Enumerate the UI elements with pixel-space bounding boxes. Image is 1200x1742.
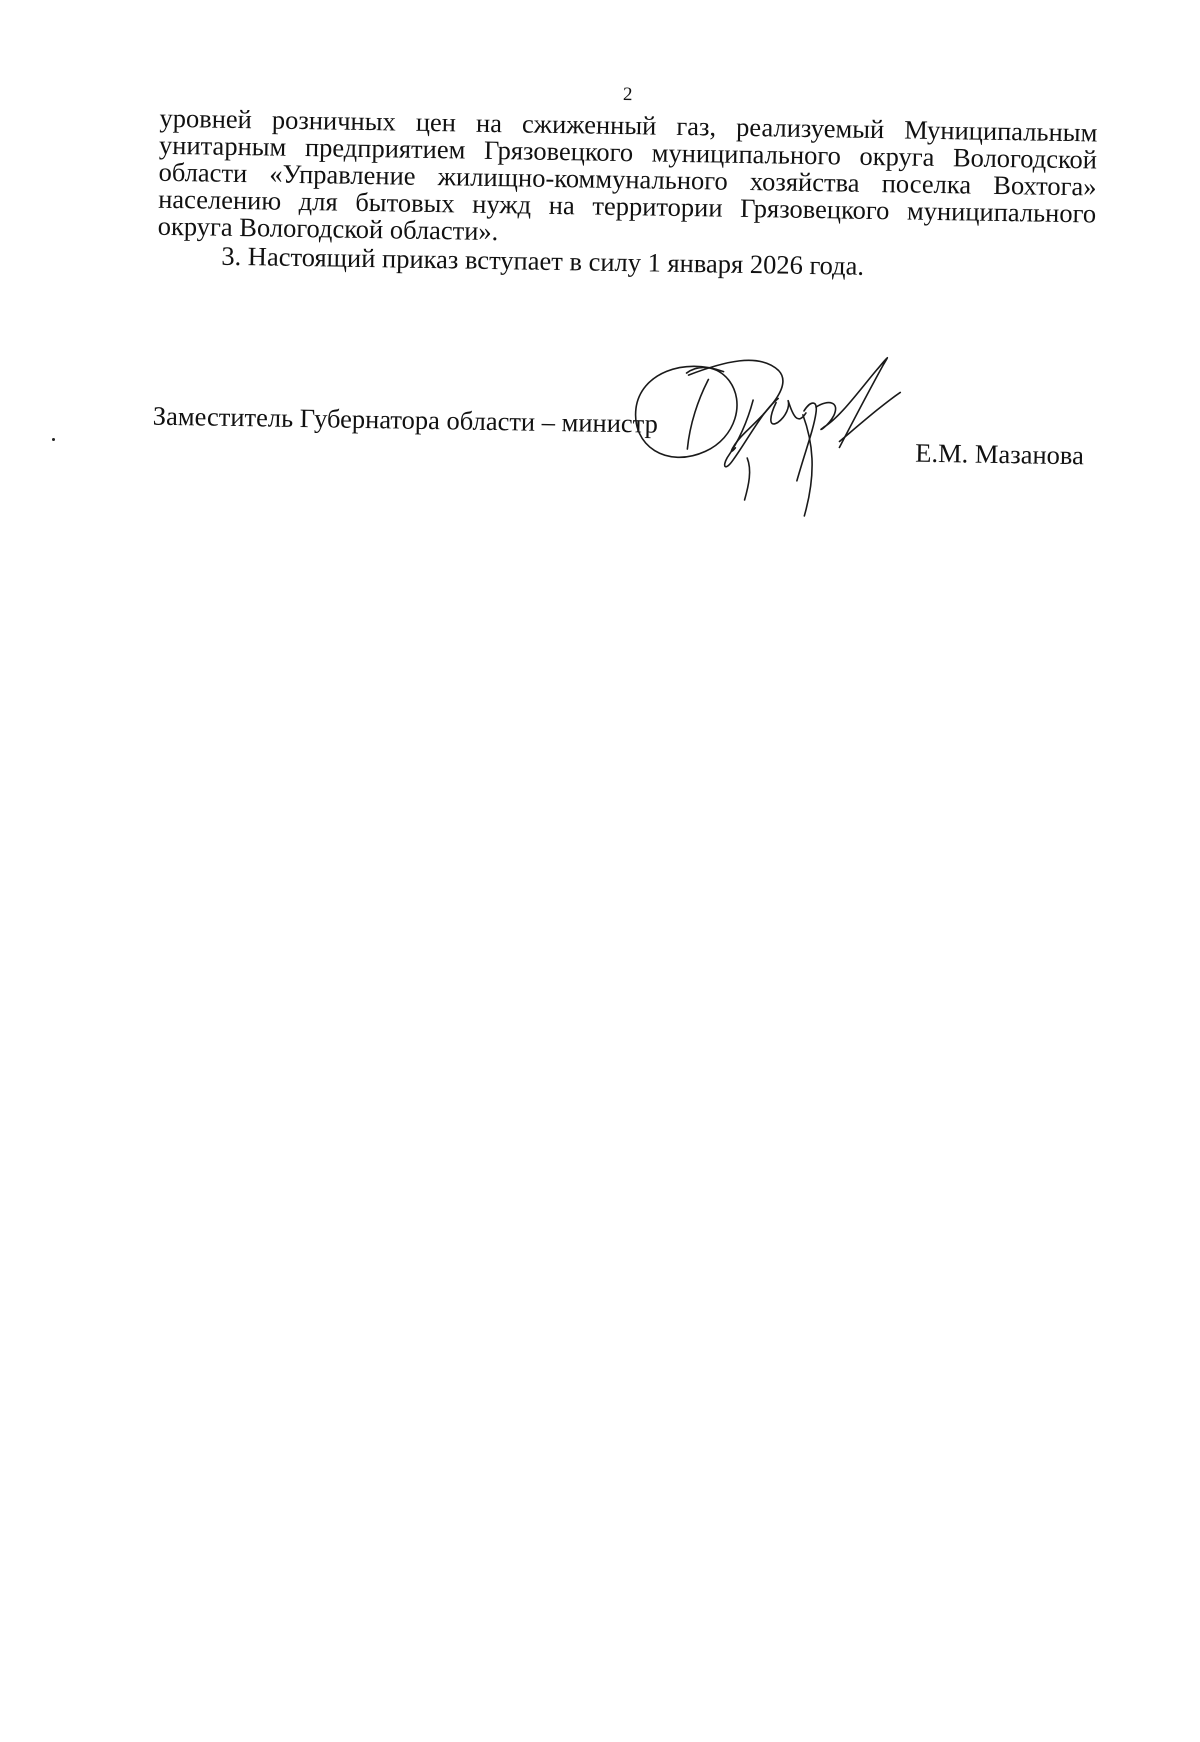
scan-speck: [52, 438, 55, 441]
handwritten-signature: [626, 338, 929, 543]
paragraph-clause-3: 3. Настоящий приказ вступает в силу 1 января 2026 года.: [221, 240, 865, 281]
signer-position: Заместитель Губернатора области – министр: [152, 400, 659, 439]
paragraph-continuation: уровней розничных цен на сжиженный газ, реализуемый Муниципальным унитарным предприятием Грязовецкого муниципального округа Вологодской области «Управление жилищно-коммунального хозяйства поселка Вохтога» населению для бытовых нужд на территории Грязовецкого муниципального округа Вологодской области».: [157, 102, 1098, 247]
signature-block: [0, 0, 1200, 609]
page-number: 2: [622, 84, 633, 106]
signer-name: Е.М. Мазанова: [915, 437, 1085, 471]
